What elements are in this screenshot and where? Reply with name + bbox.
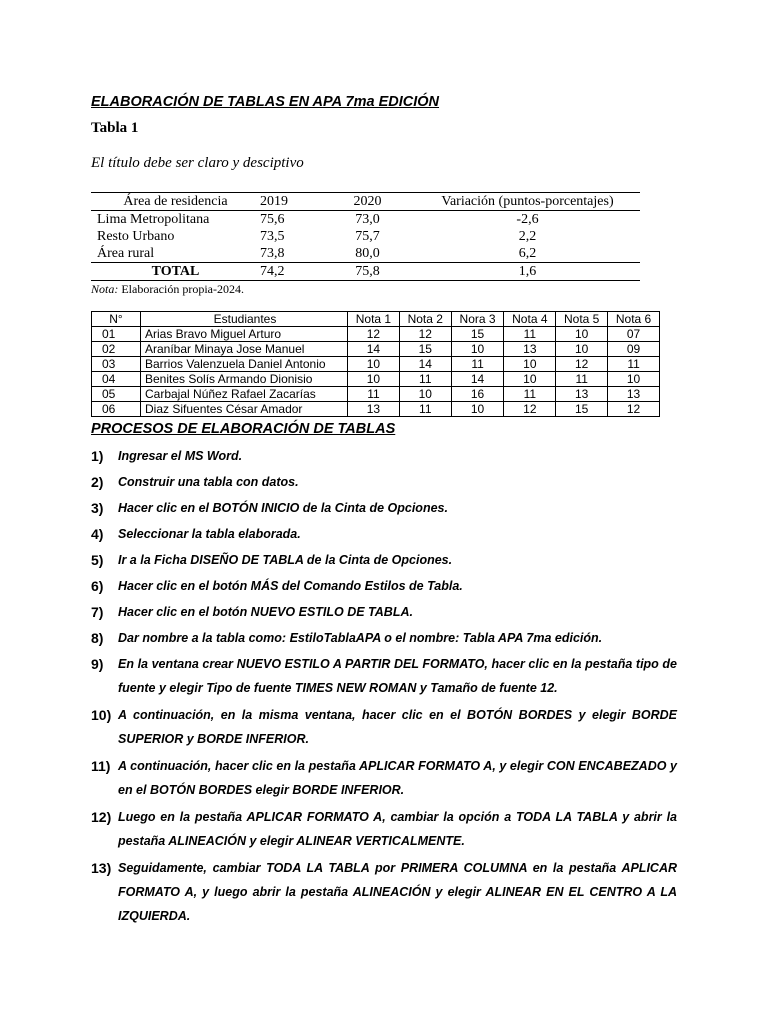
apa-cell: Lima Metropolitana xyxy=(97,212,210,227)
apa-cell: 75,8 xyxy=(320,263,415,281)
grade-cell: 13 xyxy=(608,387,660,402)
grade-cell: 10 xyxy=(556,342,608,357)
apa-table-row xyxy=(91,211,640,229)
grades-header-cell: Nota 6 xyxy=(608,312,660,327)
grade-cell: 13 xyxy=(348,402,400,417)
step-text: Construir una tabla con datos. xyxy=(118,475,299,489)
grades-header-cell: Nota 1 xyxy=(348,312,400,327)
step-number: 1) xyxy=(91,448,104,464)
apa-header-cell: Área de residencia xyxy=(91,193,260,211)
list-item xyxy=(91,602,677,623)
apa-table-row xyxy=(91,228,640,245)
student-name: Barrios Valenzuela Daniel Antonio xyxy=(141,357,348,372)
step-text: En la ventana crear NUEVO ESTILO A PARTIR DEL FORMATO, hacer clic en la pestaña tipo de fuente y elegir Tipo de fuente TIMES NEW ROMAN y Tamaño de fuente 12. xyxy=(118,657,677,695)
student-name: Araníbar Minaya Jose Manuel xyxy=(141,342,348,357)
step-number: 5) xyxy=(91,552,104,568)
grade-cell: 11 xyxy=(504,387,556,402)
step-text: Hacer clic en el BOTÓN INICIO de la Cinta de Opciones. xyxy=(118,501,448,515)
grade-cell: 11 xyxy=(348,387,400,402)
apa-table-header-row xyxy=(91,193,640,211)
grades-header-cell: Nota 2 xyxy=(399,312,451,327)
step-number: 6) xyxy=(91,578,104,594)
list-item xyxy=(91,524,677,545)
list-item xyxy=(91,550,677,571)
apa-header-cell: 2019 xyxy=(260,193,320,211)
apa-header-cell: 2020 xyxy=(320,193,415,211)
apa-cell: 75,6 xyxy=(260,212,285,227)
grade-cell: 14 xyxy=(399,357,451,372)
table-row xyxy=(92,327,660,342)
apa-cell: 1,6 xyxy=(415,263,640,281)
step-number: 2) xyxy=(91,474,104,490)
step-number: 10) xyxy=(91,707,112,723)
student-name: Carbajal Núñez Rafael Zacarías xyxy=(141,387,348,402)
list-item xyxy=(91,654,677,700)
step-text: A continuación, hacer clic en la pestaña APLICAR FORMATO A, y elegir CON ENCABEZADO y en el BOTÓN BORDES elegir BORDE INFERIOR. xyxy=(118,759,677,797)
grades-header-cell: Nota 5 xyxy=(556,312,608,327)
grade-cell: 11 xyxy=(399,402,451,417)
student-number: 06 xyxy=(92,402,141,417)
apa-cell: -2,6 xyxy=(516,212,539,227)
grade-cell: 12 xyxy=(504,402,556,417)
step-text: Hacer clic en el botón NUEVO ESTILO DE TABLA. xyxy=(118,605,413,619)
step-text: Dar nombre a la tabla como: EstiloTablaAPA o el nombre: Tabla APA 7ma edición. xyxy=(118,631,603,645)
grades-table xyxy=(91,311,660,417)
grade-cell: 12 xyxy=(399,327,451,342)
grades-header-cell: N° xyxy=(92,312,141,327)
list-item xyxy=(91,576,677,597)
list-item xyxy=(91,472,677,493)
apa-cell: 2,2 xyxy=(518,229,537,244)
grades-header-cell: Nora 3 xyxy=(451,312,504,327)
list-item xyxy=(91,498,677,519)
student-name: Arias Bravo Miguel Arturo xyxy=(141,327,348,342)
apa-total-label: TOTAL xyxy=(91,263,260,281)
table-note xyxy=(91,282,244,297)
grade-cell: 10 xyxy=(504,357,556,372)
grade-cell: 10 xyxy=(399,387,451,402)
grade-cell: 12 xyxy=(608,402,660,417)
student-name: Diaz Sifuentes César Amador xyxy=(141,402,348,417)
apa-cell: 73,0 xyxy=(355,212,380,227)
steps-list xyxy=(91,446,677,933)
grade-cell: 10 xyxy=(504,372,556,387)
grade-cell: 07 xyxy=(608,327,660,342)
grade-cell: 10 xyxy=(348,372,400,387)
apa-header-cell: Variación (puntos-porcentajes) xyxy=(415,193,640,211)
student-number: 04 xyxy=(92,372,141,387)
note-label: Nota: xyxy=(91,282,119,296)
grade-cell: 12 xyxy=(348,327,400,342)
list-item xyxy=(91,705,677,751)
grade-cell: 09 xyxy=(608,342,660,357)
list-item xyxy=(91,628,677,649)
step-text: Ingresar el MS Word. xyxy=(118,449,243,463)
student-number: 01 xyxy=(92,327,141,342)
table-subtitle: El título debe ser claro y desciptivo xyxy=(91,155,304,171)
student-number: 02 xyxy=(92,342,141,357)
grade-cell: 16 xyxy=(451,387,504,402)
grades-header-row xyxy=(92,312,660,327)
apa-cell: Área rural xyxy=(97,246,155,261)
apa-table xyxy=(91,192,640,281)
apa-cell: 75,7 xyxy=(355,229,380,244)
student-name: Benites Solís Armando Dionisio xyxy=(141,372,348,387)
step-number: 7) xyxy=(91,604,104,620)
apa-cell: 80,0 xyxy=(355,246,380,261)
apa-cell: 73,5 xyxy=(260,229,285,244)
step-text: Seguidamente, cambiar TODA LA TABLA por PRIMERA COLUMNA en la pestaña APLICAR FORMATO A, y luego abrir la pestaña ALINEACIÓN y elegir ALINEAR EN EL CENTRO A LA IZQUIERDA. xyxy=(118,861,677,923)
apa-cell: 74,2 xyxy=(260,263,320,281)
table-row xyxy=(92,342,660,357)
step-number: 11) xyxy=(91,758,111,774)
grade-cell: 14 xyxy=(348,342,400,357)
grade-cell: 15 xyxy=(451,327,504,342)
step-text: Ir a la Ficha DISEÑO DE TABLA de la Cinta de Opciones. xyxy=(118,553,453,567)
apa-cell: 73,8 xyxy=(260,246,285,261)
apa-cell: Resto Urbano xyxy=(97,229,175,244)
grade-cell: 11 xyxy=(504,327,556,342)
grade-cell: 15 xyxy=(556,402,608,417)
table-row xyxy=(92,402,660,417)
step-text: Luego en la pestaña APLICAR FORMATO A, cambiar la opción a TODA LA TABLA y abrir la pestaña ALINEACIÓN y elegir ALINEAR VERTICALMENTE. xyxy=(118,810,677,848)
apa-table-row xyxy=(91,245,640,263)
step-text: A continuación, en la misma ventana, hacer clic en el BOTÓN BORDES y elegir BORDE SUPERIOR y BORDE INFERIOR. xyxy=(118,708,677,746)
student-number: 03 xyxy=(92,357,141,372)
step-number: 12) xyxy=(91,809,112,825)
step-number: 9) xyxy=(91,656,104,672)
grade-cell: 15 xyxy=(399,342,451,357)
list-item xyxy=(91,446,677,467)
grade-cell: 11 xyxy=(556,372,608,387)
table-number: Tabla 1 xyxy=(91,120,139,136)
table-row xyxy=(92,357,660,372)
grade-cell: 14 xyxy=(451,372,504,387)
step-text: Seleccionar la tabla elaborada. xyxy=(118,527,301,541)
grade-cell: 10 xyxy=(608,372,660,387)
process-title: PROCESOS DE ELABORACIÓN DE TABLAS xyxy=(91,421,396,437)
step-number: 3) xyxy=(91,500,104,516)
step-text: Hacer clic en el botón MÁS del Comando Estilos de Tabla. xyxy=(118,579,463,593)
grade-cell: 11 xyxy=(608,357,660,372)
grade-cell: 13 xyxy=(556,387,608,402)
grade-cell: 10 xyxy=(556,327,608,342)
grades-header-cell: Nota 4 xyxy=(504,312,556,327)
list-item xyxy=(91,807,677,853)
grade-cell: 11 xyxy=(451,357,504,372)
apa-cell: 6,2 xyxy=(518,246,537,261)
note-text: Elaboración propia-2024. xyxy=(118,282,244,296)
list-item xyxy=(91,858,677,928)
step-number: 8) xyxy=(91,630,104,646)
grade-cell: 13 xyxy=(504,342,556,357)
step-number: 13) xyxy=(91,860,112,876)
student-number: 05 xyxy=(92,387,141,402)
apa-total-row xyxy=(91,263,640,281)
grade-cell: 12 xyxy=(556,357,608,372)
table-row xyxy=(92,372,660,387)
grade-cell: 10 xyxy=(451,402,504,417)
grade-cell: 10 xyxy=(451,342,504,357)
grades-header-cell: Estudiantes xyxy=(141,312,348,327)
list-item xyxy=(91,756,677,802)
document-title: ELABORACIÓN DE TABLAS EN APA 7ma EDICIÓN xyxy=(91,94,440,110)
step-number: 4) xyxy=(91,526,104,542)
table-row xyxy=(92,387,660,402)
grade-cell: 10 xyxy=(348,357,400,372)
grade-cell: 11 xyxy=(399,372,451,387)
